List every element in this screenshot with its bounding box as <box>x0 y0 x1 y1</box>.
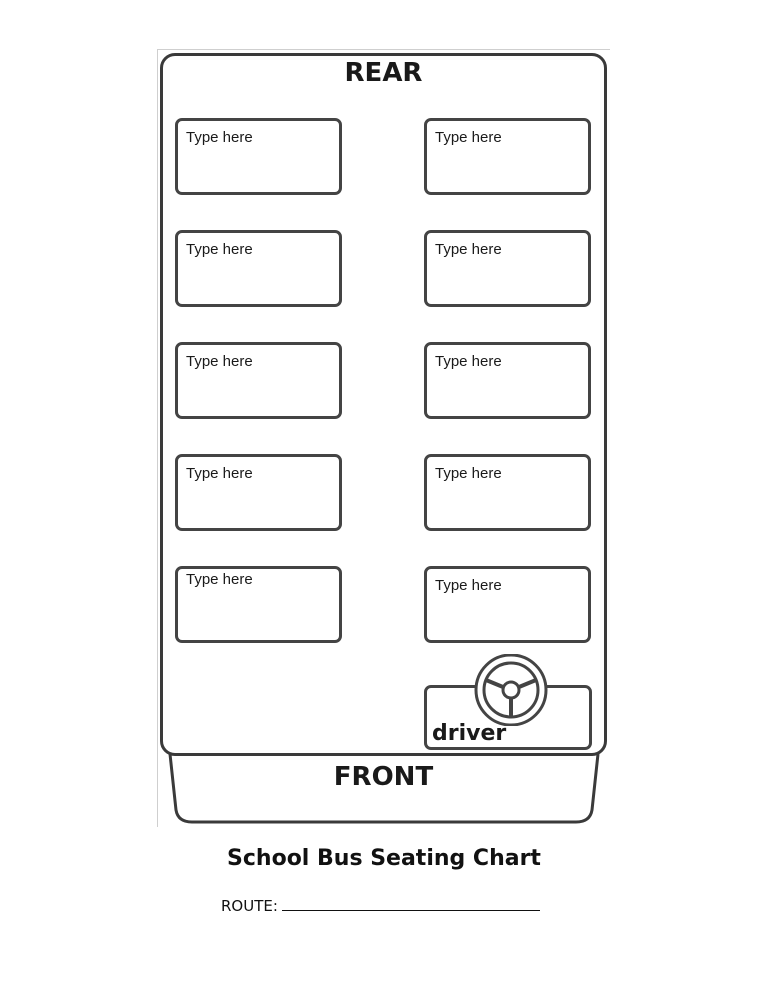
seat-text[interactable]: Type here <box>186 465 253 482</box>
seat-left-5[interactable] <box>175 566 342 643</box>
seat-text[interactable]: Type here <box>186 241 253 258</box>
seat-right-1[interactable] <box>424 118 591 195</box>
seat-text[interactable]: Type here <box>435 353 502 370</box>
seat-right-5[interactable] <box>424 566 591 643</box>
seat-text[interactable]: Type here <box>186 571 253 588</box>
route-label: ROUTE: <box>221 897 278 915</box>
seat-text[interactable]: Type here <box>435 465 502 482</box>
rear-label: REAR <box>344 58 423 88</box>
route-input-line[interactable] <box>282 896 540 911</box>
seat-right-2[interactable] <box>424 230 591 307</box>
seat-text[interactable]: Type here <box>435 129 502 146</box>
seat-left-4[interactable] <box>175 454 342 531</box>
seat-text[interactable]: Type here <box>435 241 502 258</box>
seat-right-4[interactable] <box>424 454 591 531</box>
seat-text[interactable]: Type here <box>435 577 502 594</box>
chart-title: School Bus Seating Chart <box>227 846 541 871</box>
seat-right-3[interactable] <box>424 342 591 419</box>
driver-label: driver <box>432 721 507 746</box>
seat-text[interactable]: Type here <box>186 129 253 146</box>
route-row <box>221 896 540 915</box>
seat-left-3[interactable] <box>175 342 342 419</box>
seat-left-2[interactable] <box>175 230 342 307</box>
steering-wheel-icon <box>471 654 551 726</box>
seat-text[interactable]: Type here <box>186 353 253 370</box>
front-label: FRONT <box>333 762 434 792</box>
seat-left-1[interactable] <box>175 118 342 195</box>
